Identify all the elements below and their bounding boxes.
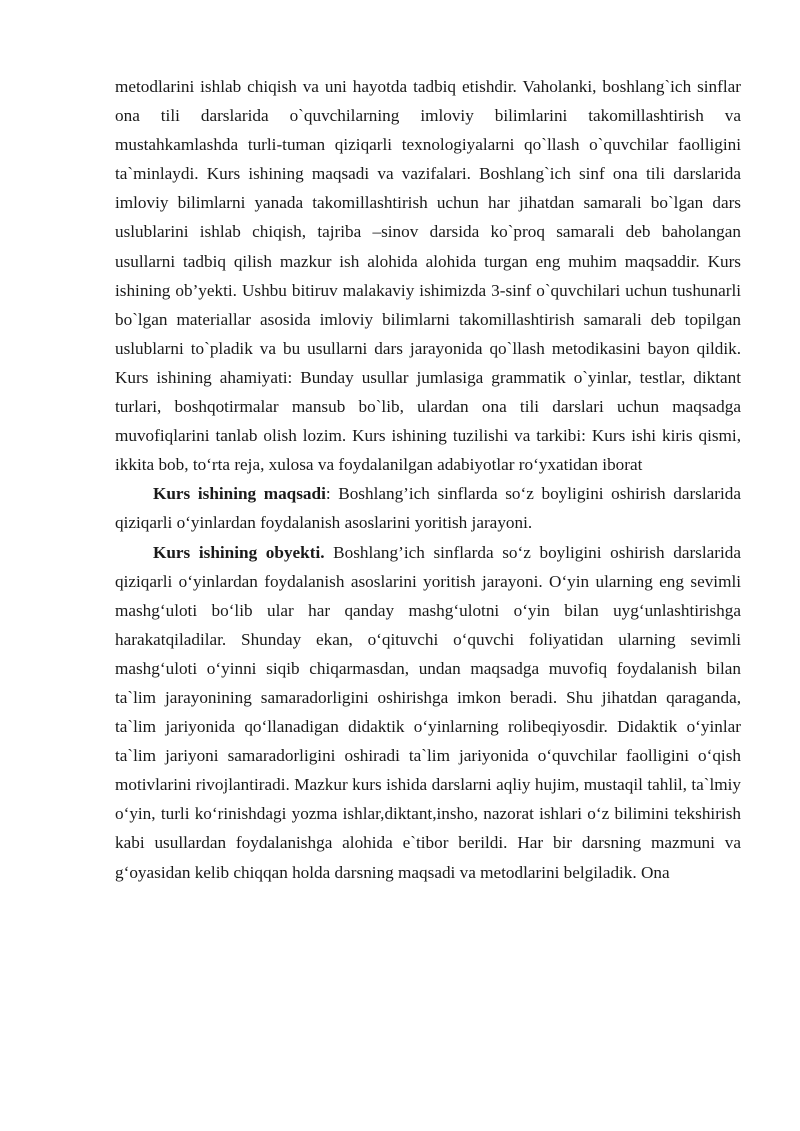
paragraph-object	[115, 538, 741, 887]
paragraph-text: metodlarini ishlab chiqish va uni hayotda tadbiq etishdir. Vaholanki, boshlang`ich sinflar ona tili darslarida o`quvchilarning imloviy bilimlarini takomillashtirish va mustahkamlashda turli-tuman qiziqarli texnologiyalarni qo`llash o`quvchilar faolligini ta`minlaydi. Kurs ishining maqsadi va vazifalari. Boshlang`ich sinf ona tili darslarida imloviy bilimlarni yanada takomillashtirish uchun har jihatdan samarali bo`lgan dars uslublarini ishlab chiqish, tajriba –sinov darsida ko`proq samarali deb baholangan usullarni tadbiq qilish mazkur ish alohida alohida turgan eng muhim maqsaddir. Kurs ishining ob’yekti. Ushbu bitiruv malakaviy ishimizda 3-sinf o`quvchilari uchun tushunarli bo`lgan materiallar asosida imloviy bilimlarni takomillashtirish samarali deb topilgan uslublarni to`pladik va bu usullarni dars jarayonida qo`llash metodikasini bayon qildik. Kurs ishining ahamiyati: Bunday usullar jumlasiga grammatik o`yinlar, testlar, diktant turlari, boshqotirmalar mansub bo`lib, ulardan ona tili darslari uchun maqsadga muvofiqlarini tanlab olish lozim. Kurs ishining tuzilishi va tarkibi: Kurs ishi kiris qismi, ikkita bob, to‘rta reja, xulosa va foydalanilgan adabiyotlar ro‘yxatidan iborat	[115, 77, 741, 475]
paragraph-heading: Kurs ishining obyekti.	[153, 542, 325, 562]
paragraph-heading: Kurs ishining maqsadi	[153, 484, 326, 504]
paragraph-text: : Boshlang’ich sinflarda so‘z boyligini oshirish darslarida qiziqarli o‘yinlardan foydalanish asoslarini yoritish jarayoni.	[115, 484, 741, 533]
paragraph-text: Boshlang’ich sinflarda so‘z boyligini oshirish darslarida qiziqarli o‘yinlardan foydalanish asoslarini yoritish jarayoni. O‘yin ularning eng sevimli mashg‘uloti bo‘lib ular har qanday mashg‘ulotni o‘yin bilan uyg‘unlashtirishga harakatqiladilar. Shunday ekan, o‘qituvchi o‘quvchi foliyatidan ularning sevimli mashg‘uloti o‘yinni siqib chiqarmasdan, undan maqsadga muvofiq foydalanish bilan ta`lim jarayonining samaradorligini oshirishga imkon beradi. Shu jihatdan qaraganda, ta`lim jariyonida qo‘llanadigan didaktik o‘yinlarning rolibeqiyosdir. Didaktik o‘yinlar ta`lim jariyoni samaradorligini oshiradi ta`lim jariyonida o‘quvchilar faolligini o‘qish motivlarini rivojlantiradi. Mazkur kurs ishida darslarni aqliy hujim, mustaqil tahlil, ta`lmiy o‘yin, turli ko‘rinishdagi yozma ishlar,diktant,insho, nazorat ishlari o‘z bilimini tekshirish kabi usullardan foydalanishga alohida e`tibor berildi. Har bir darsning mazmuni va g‘oyasidan kelib chiqqan holda darsning maqsadi va metodlarini belgiladik. Ona	[115, 542, 741, 882]
document-page	[115, 72, 741, 887]
paragraph-intro	[115, 72, 741, 479]
paragraph-goal	[115, 479, 741, 537]
